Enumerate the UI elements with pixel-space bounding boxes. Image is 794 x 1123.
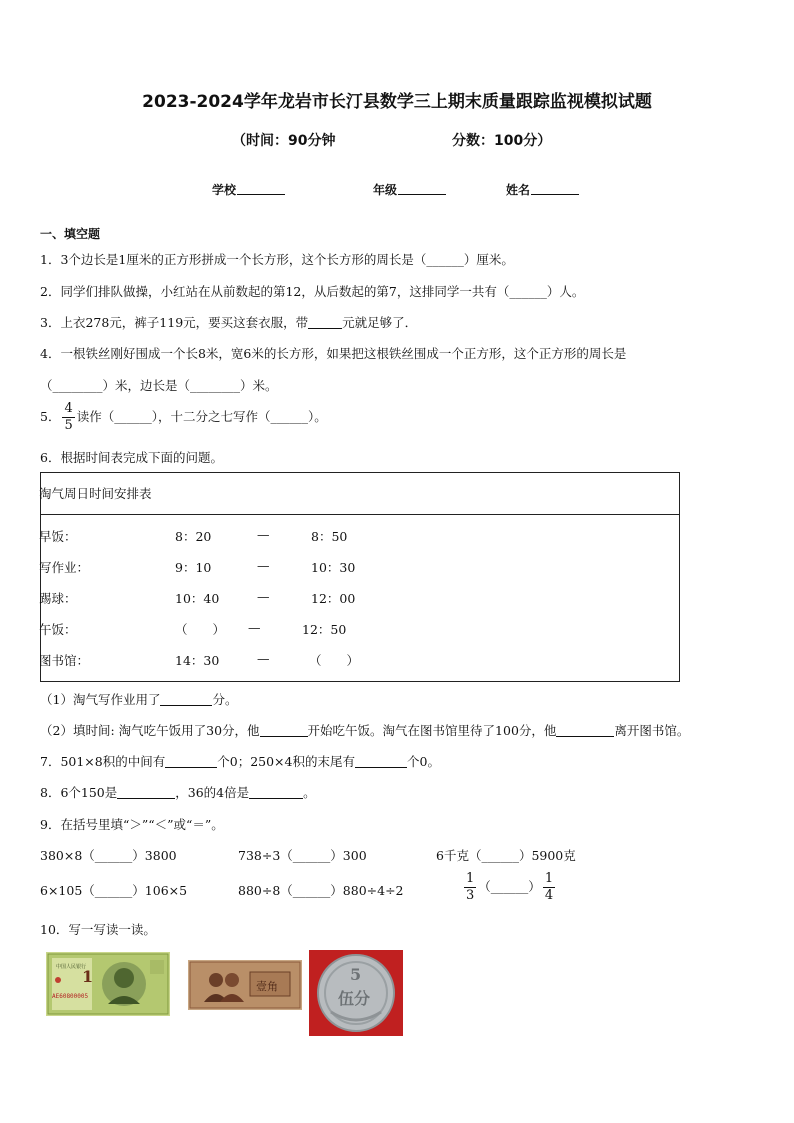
question-1 <box>40 250 514 268</box>
q7-text-c: 个0。 <box>407 754 440 769</box>
row-label: 午饭： <box>39 622 77 637</box>
q2-text: 2．同学们排队做操，小红站在从前数起的第12，从后数起的第7，这排同学一共有（ <box>40 284 510 299</box>
q2-text-end: ）人。 <box>546 284 585 299</box>
q5-blank-2[interactable]: ______ <box>270 409 309 424</box>
five-fen-coin-image <box>309 950 403 1036</box>
schedule-title-text: 淘气周日时间安排表 <box>39 486 152 501</box>
q8-blank-2[interactable] <box>249 786 303 799</box>
cmp-right: ）300 <box>330 848 367 863</box>
q8-text-a: 8．6个150是 <box>40 785 118 800</box>
q1-text-end: ）厘米。 <box>463 252 514 267</box>
grade-field[interactable] <box>373 181 446 198</box>
q3-text-end: 元就足够了． <box>342 315 418 330</box>
sub-question-1 <box>40 690 237 708</box>
q5-num: 5． <box>40 409 61 424</box>
q3-text: 3．上衣278元，裤子119元，要买这套衣服，带 <box>40 315 309 330</box>
cmp-left: 6×105（ <box>40 883 95 898</box>
frac-left-den: 3 <box>466 888 475 903</box>
row-start: 8：20 <box>175 529 212 544</box>
cmp-blank[interactable]: ______ <box>292 883 331 898</box>
q4-end: ）米。 <box>240 378 278 393</box>
cmp-blank[interactable]: ______ <box>94 883 133 898</box>
lunch-start-blank[interactable]: （ ） <box>175 622 226 637</box>
exam-score: 分数：100分） <box>452 133 552 149</box>
q5-fraction <box>62 401 74 434</box>
section-title: 一、填空题 <box>40 227 101 241</box>
q8-text-c: 。 <box>303 785 316 800</box>
school-field[interactable] <box>212 181 285 198</box>
s2-text: （2）填时间: 淘气吃午饭用了30分，他 <box>40 723 260 738</box>
s1-text: （1）淘气写作业用了 <box>40 692 161 707</box>
row-dash: — <box>257 589 270 604</box>
row-end: 10：30 <box>311 560 356 575</box>
frac-open: （ <box>478 879 491 894</box>
row-label: 写作业： <box>39 560 90 575</box>
q5-numerator: 4 <box>64 401 73 416</box>
frac-right-den: 4 <box>544 888 554 903</box>
question-4-answer <box>40 376 278 394</box>
s1-text-end: 分。 <box>212 692 238 707</box>
q7-text-b: 个0；250×4积的末尾有 <box>217 754 355 769</box>
frac-left <box>464 871 476 904</box>
compare-fraction <box>462 871 557 904</box>
q7-blank-1[interactable] <box>165 755 217 768</box>
q8-text-b: ，36的4倍是 <box>175 785 250 800</box>
coin-value: 5 <box>350 965 362 984</box>
cmp-blank[interactable]: ______ <box>94 848 133 863</box>
s2-blank-2[interactable] <box>556 724 614 737</box>
s2-blank-1[interactable] <box>260 724 308 737</box>
question-8 <box>40 783 316 801</box>
cmp-blank[interactable]: ______ <box>292 848 331 863</box>
q1-text: 1．3个边长是1厘米的正方形拼成一个长方形，这个长方形的周长是（ <box>40 252 427 267</box>
frac-close: ） <box>528 879 541 894</box>
compare-item <box>40 846 177 864</box>
compare-item <box>40 881 187 899</box>
q4-paren: （ <box>40 378 53 393</box>
question-2 <box>40 282 584 300</box>
compare-item <box>238 881 404 899</box>
question-6: 6．根据时间表完成下面的问题。 <box>40 450 223 465</box>
name-blank[interactable] <box>531 183 579 195</box>
question-10: 10．写一写读一读。 <box>40 922 156 937</box>
frac-left-num: 1 <box>466 871 475 886</box>
row-start: 9：10 <box>175 560 212 575</box>
q5-text-c: ）。 <box>308 409 327 424</box>
q4-mid: ）米，边长是（ <box>102 378 191 393</box>
sub-question-2 <box>40 721 689 739</box>
q5-blank-1[interactable]: ______ <box>114 409 152 424</box>
row-start: 14：30 <box>175 653 220 668</box>
cmp-right: ）5900克 <box>518 848 576 863</box>
row-dash: — <box>257 558 270 573</box>
name-label: 姓名 <box>506 183 531 197</box>
row-end: 12：00 <box>311 591 356 606</box>
cmp-left: 880÷8（ <box>238 883 293 898</box>
one-yuan-banknote-image <box>46 952 170 1016</box>
question-7 <box>40 752 440 770</box>
question-9: 9．在括号里填“＞”“＜”或“＝”。 <box>40 817 224 832</box>
q4-blank-1[interactable]: ________ <box>52 378 103 393</box>
row-dash: — <box>257 527 270 542</box>
library-end-blank[interactable]: （ ） <box>309 653 360 668</box>
question-4: 4．一根铁丝刚好围成一个长8米，宽6米的长方形，如果把这根铁丝围成一个正方形，这个正方形的周长是 <box>40 346 627 361</box>
banknote-value: 1 <box>82 967 94 986</box>
s2-text-end: 离开图书馆。 <box>614 723 690 738</box>
cmp-blank[interactable]: ______ <box>481 848 519 863</box>
q1-blank[interactable]: ______ <box>426 252 464 267</box>
row-dash: — <box>257 651 270 666</box>
row-end: 12：50 <box>302 622 347 637</box>
q4-blank-2[interactable]: ________ <box>190 378 241 393</box>
q7-blank-2[interactable] <box>355 755 407 768</box>
q8-blank-1[interactable] <box>117 786 175 799</box>
school-blank[interactable] <box>237 183 285 195</box>
coin-text: 伍分 <box>338 989 371 1008</box>
row-label: 早饭： <box>39 529 77 544</box>
q5-denominator: 5 <box>64 418 73 433</box>
cmp-left: 738÷3（ <box>238 848 293 863</box>
s2-text-mid: 开始吃午饭。淘气在图书馆里待了100分，他 <box>307 723 557 738</box>
one-jiao-banknote-image <box>188 960 302 1010</box>
q7-text-a: 7．501×8积的中间有 <box>40 754 166 769</box>
question-5 <box>40 401 327 434</box>
frac-right <box>543 871 555 904</box>
name-field[interactable] <box>506 181 579 198</box>
q5-text-b: ），十二分之七写作（ <box>151 409 271 424</box>
banknote-serial: AE60800005 <box>52 993 89 1000</box>
grade-label: 年级 <box>373 183 398 197</box>
frac-blank[interactable]: ______ <box>490 879 529 894</box>
row-end: 8：50 <box>311 529 348 544</box>
cmp-right: ）106×5 <box>132 883 188 898</box>
row-start: 10：40 <box>175 591 220 606</box>
school-label: 学校 <box>212 183 237 197</box>
q5-text-a: 读作（ <box>76 409 115 424</box>
row-label: 踢球： <box>39 591 77 606</box>
s1-blank[interactable] <box>160 693 212 706</box>
q3-blank[interactable] <box>308 316 342 329</box>
question-3 <box>40 313 417 331</box>
row-dash: — <box>248 620 261 635</box>
schedule-title <box>41 473 679 515</box>
q2-blank[interactable]: ______ <box>509 284 547 299</box>
jiao-note-text: 壹角 <box>256 980 278 993</box>
cmp-right: ）880÷4÷2 <box>330 883 404 898</box>
row-label: 图书馆： <box>39 653 90 668</box>
exam-time: （时间：90分钟 <box>232 133 336 149</box>
compare-item <box>238 846 367 864</box>
cmp-left: 380×8（ <box>40 848 95 863</box>
frac-right-num: 1 <box>544 871 554 886</box>
page-title: 2023-2024学年龙岩市长汀县数学三上期末质量跟踪监视模拟试题 <box>142 92 652 112</box>
grade-blank[interactable] <box>398 183 446 195</box>
cmp-left: 6千克（ <box>436 848 482 863</box>
cmp-right: ）3800 <box>132 848 177 863</box>
schedule-table <box>40 472 680 682</box>
compare-item <box>436 846 576 864</box>
banknote-text: 中国人民银行 <box>56 964 87 970</box>
